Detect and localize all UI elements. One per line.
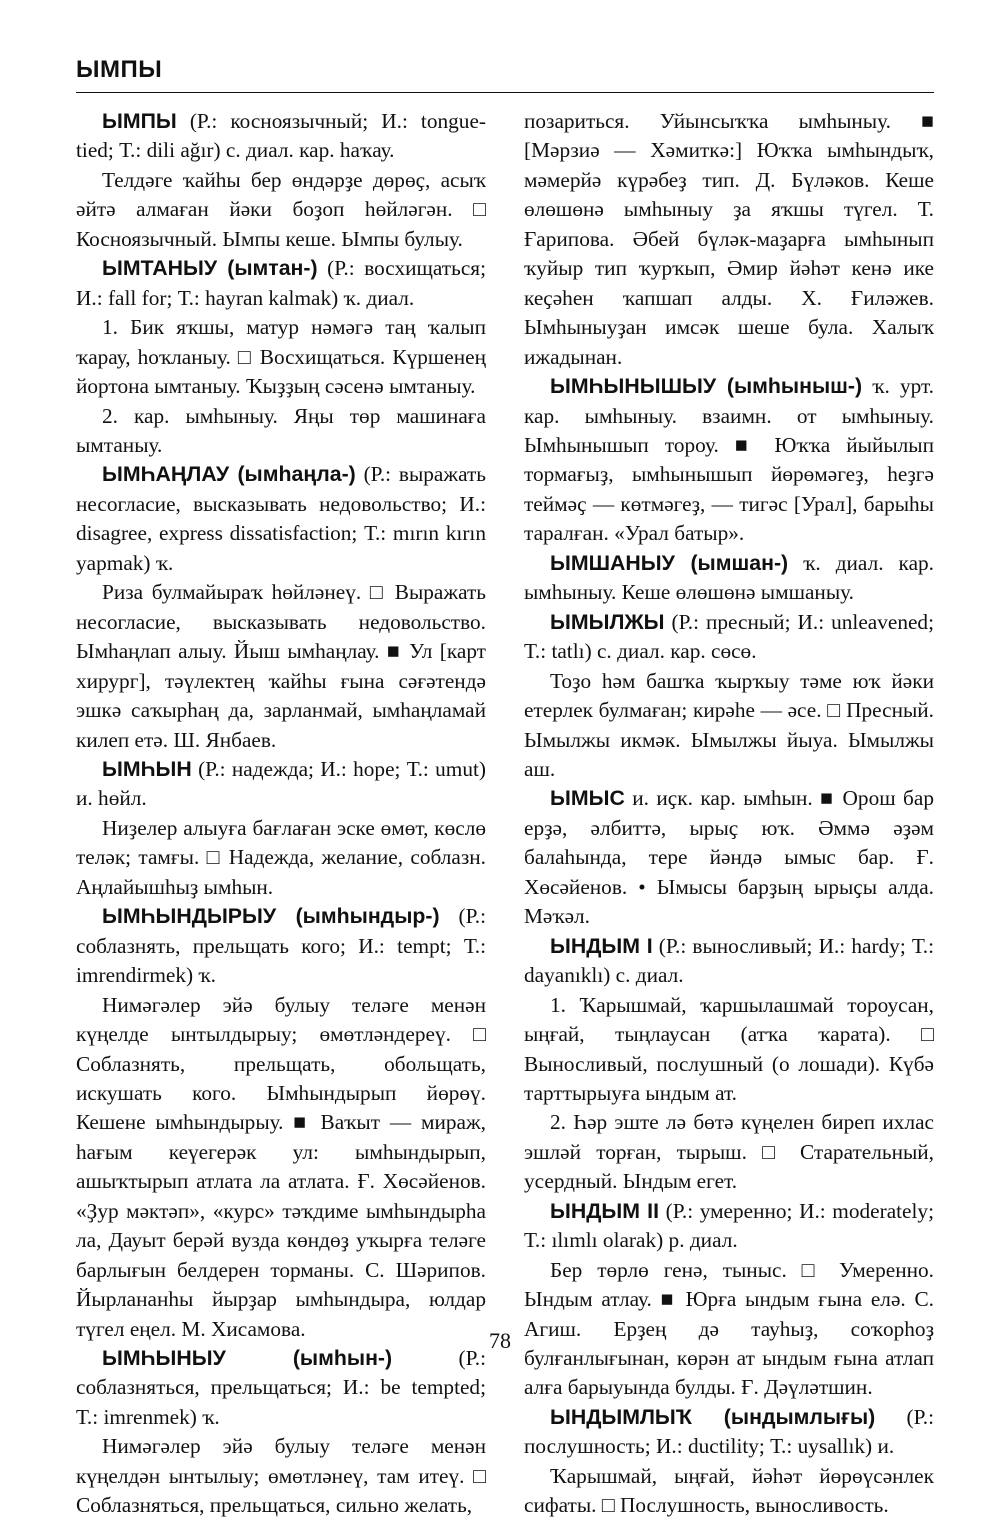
entry-headword: ЫМҺЫНЫУ (ымһын-) (102, 1346, 393, 1371)
header-rule (76, 92, 934, 93)
entry-grammar: (Р.: выносливый; И.: hardy; Т.: dayanıklı) с. диал. (524, 933, 934, 988)
dictionary-entry (524, 1403, 934, 1462)
entry-grammar: (Р.: надежда; И.: hope; Т.: umut) и. һөйл. (76, 756, 486, 811)
dictionary-entry (76, 107, 486, 166)
entry-grammar: (Р.: соблазняться, прельщаться; И.: be tempted; Т.: imrenmek) ҡ. (76, 1346, 487, 1429)
entry-grammar: ҡ. диал. кар. ымһыныу. Кеше өлөшөнә ымшаныу. (524, 550, 934, 605)
entry-definition: Тоҙо һәм башҡа ҡырҡыу тәме юҡ йәки етерлек булмаған; кирәһе — әсе. □ Пресный. Ымылжы икмәк. Ымылжы йыуа. Ымылжы аш. (524, 668, 934, 781)
dictionary-entry (76, 755, 486, 814)
dictionary-entry (76, 254, 486, 313)
entry-grammar: (Р.: умеренно; И.: moderately; Т.: ılımlı olarak) р. диал. (524, 1198, 934, 1253)
left-column (76, 107, 486, 1521)
dictionary-entry (524, 932, 934, 991)
page-number: 78 (489, 1328, 511, 1353)
dictionary-entry (524, 608, 934, 667)
entry-headword: ЫНДЫМ II (550, 1198, 660, 1223)
running-head: ЫМПЫ (76, 56, 163, 83)
entry-headword: ЫНДЫМЛЫҠ (ындымлығы) (550, 1404, 876, 1429)
entry-grammar: (Р.: послушность; И.: ductility; Т.: uysallık) и. (524, 1404, 935, 1459)
entry-grammar: ҡ. урт. кар. ымһыныу. взаимн. от ымһыныу. Ымһынышып тороу. ■ Юҡҡа йыйылып тормағыҙ, ымһынышып йөрөмәгеҙ, һеҙгә теймәҫ — көтмәгеҙ, — тигәс [Урал], барыһы таралған. «Урал батыр». (524, 374, 934, 546)
entry-definition: Риза булмайыраҡ һөйләнеү. □ Выражать несогласие, высказывать недовольство. Ымһаңлап алыу. Йыш ымһаңлау. ■ Ул [карт хирург], тәүлектең ҡайһы ғына сәғәтендә эшкә саҡырһаң да, зарланмай, ымһаңламай килеп етә. Ш. Янбаев. (76, 580, 486, 752)
entry-definition: позариться. Уйынсыҡҡа ымһыныу. ■ [Мәрзиә — Хәмиткә:] Юҡҡа ымһындыҡ, мәмерйә күрәбеҙ тип. Д. Бүләков. Кеше өлөшөнә ымһыныу ҙа яҡшы түгел. Т. Ғарипова. Әбей бүләк-маҙарға ымһынып ҡуйыр тип ҡурҡып, Әмир йәһәт кенә ике кеҫәһен ҡапшап алды. Х. Ғиләжев. Ымһыныуҙан имсәк шеше була. Халыҡ ижадынан. (524, 109, 934, 369)
entry-headword: ЫМШАНЫУ (ымшан-) (550, 550, 789, 575)
entry-grammar: (Р.: соблазнять, прельщать кого; И.: tempt; Т.: imrendirmek) ҡ. (76, 904, 486, 988)
dictionary-entry (524, 784, 934, 931)
entry-grammar: (Р.: восхищаться; И.: fall for; Т.: hayran kalmak) ҡ. диал. (76, 256, 486, 310)
entry-definition: Бер төрлө генә, тыныс. □ Умеренно. Ындым атлау. ■ Юрға ындым ғына елә. С. Агиш. Ерҙең дә тауһыҙ, соҡорһоҙ булғанлығынан, көрән ат ындым ғына атлап алға барыуында булды. Ғ. Дәүләтшин. (524, 1257, 934, 1400)
entry-definition: 2. Һәр эште лә бөтә күңелен биреп ихлас эшләй торған, тырыш. □ Старательный, усердный. Ындым егет. (524, 1110, 934, 1194)
right-column (524, 107, 934, 1521)
entry-headword: ЫМҺЫН (102, 756, 192, 781)
entry-definition: Телдәге ҡайһы бер өндәрҙе дөрөҫ, асыҡ әйтә алмаған йәки боҙоп һөйләгән. □ Косноязычный. Ымпы кеше. Ымпы булыу. (76, 167, 486, 251)
entry-definition: 1. Ҡарышмай, ҡаршылашмай тороусан, ыңғай, тыңлаусан (атҡа ҡарата). □ Выносливый, послушный (о лошади). Күбә тарттырыуға ындым ат. (524, 992, 934, 1105)
entry-definition: Нимәгәлер эйә булыу теләге менән күңелде ынтылдырыу; өмөтләндереү. □ Соблазнять, прельщать, обольщать, искушать кого. Ымһындырып йөрөү. Кешене ымһындырыу. ■ Ваҡыт — мираж, һағым кеүегерәк ул: ымһындырып, ашыҡтырып атлата ла атлата. Ғ. Хөсәйенов. «Ҙур мәктәп», «курс» тәҡдиме ымһындырһа ла, Дауыт берәй вузда көндөҙ уҡырға теләге барлығын белдерен торманы. С. Шәрипов. Йырлананһы йырҙар ымһындыра, юлдар түгел еңел. М. Хисамова. (76, 992, 486, 1341)
entry-definition: Нимәгәлер эйә булыу теләге менән күңелдән ынтылыу; өмөтләнеү, там итеү. □ Соблазняться, прельщаться, сильно желать, (76, 1434, 486, 1518)
dictionary-entry (524, 1197, 934, 1256)
entry-headword: ЫМЫС (550, 786, 625, 811)
entry-definition: 2. кар. ымһыныу. Яңы төр машинаға ымтаныу. (76, 403, 486, 457)
dictionary-entry (524, 372, 934, 549)
entry-headword: ЫМҺЫНЫШЫУ (ымһыныш-) (550, 374, 863, 399)
entry-headword: ЫМПЫ (102, 109, 177, 133)
dictionary-entry (76, 1344, 486, 1432)
entry-grammar: (Р.: косноязычный; И.: tongue-tied; Т.: dili ağır) с. диал. кар. һаҡау. (76, 109, 486, 163)
entry-grammar: (Р.: выражать несогласие, высказывать недовольство; И.: disagree, express dissatisfaction; Т.: mırın kırın yapmak) ҡ. (76, 462, 486, 575)
entry-grammar: и. иҫк. кар. ымһын. ■ Орош бар ерҙә, әлбиттә, ырыҫ юҡ. Әммә әҙәм балаһында, тере йәндә ымыс бар. Ғ. Хөсәйенов. • Ымысы барҙың ырыҫы алда. Мәҡәл. (524, 786, 934, 929)
entry-definition: Ниҙелер алыуға бағлаған эске өмөт, көслө теләк; тамғы. □ Надежда, желание, соблазн. Аңлайышһыҙ ымһын. (76, 815, 486, 899)
dictionary-entry (76, 460, 486, 578)
entry-grammar: (Р.: пресный; И.: unleavened; Т.: tatlı) с. диал. кар. сөсө. (524, 609, 934, 664)
dictionary-entry (76, 902, 486, 990)
entry-definition: 1. Бик яҡшы, матур нәмәгә таң ҡалып ҡарау, һоҡланыу. □ Восхищаться. Күршенең йортона ымтаныу. Ҡыҙҙың сәсенә ымтаныу. (76, 315, 486, 399)
entry-headword: ЫНДЫМ I (550, 933, 653, 958)
entry-headword: ЫМЫЛЖЫ (550, 609, 665, 634)
entry-headword: ЫМҺАҢЛАУ (ымһаңла-) (102, 462, 356, 487)
entry-headword: ЫМҺЫНДЫРЫУ (ымһындыр-) (102, 904, 440, 929)
dictionary-entry (524, 549, 934, 608)
entry-definition: Ҡарышмай, ыңғай, йәһәт йөрөүсәнлек сифаты. □ Послушность, выносливость. (524, 1463, 934, 1518)
entry-headword: ЫМТАНЫУ (ымтан-) (102, 256, 318, 281)
